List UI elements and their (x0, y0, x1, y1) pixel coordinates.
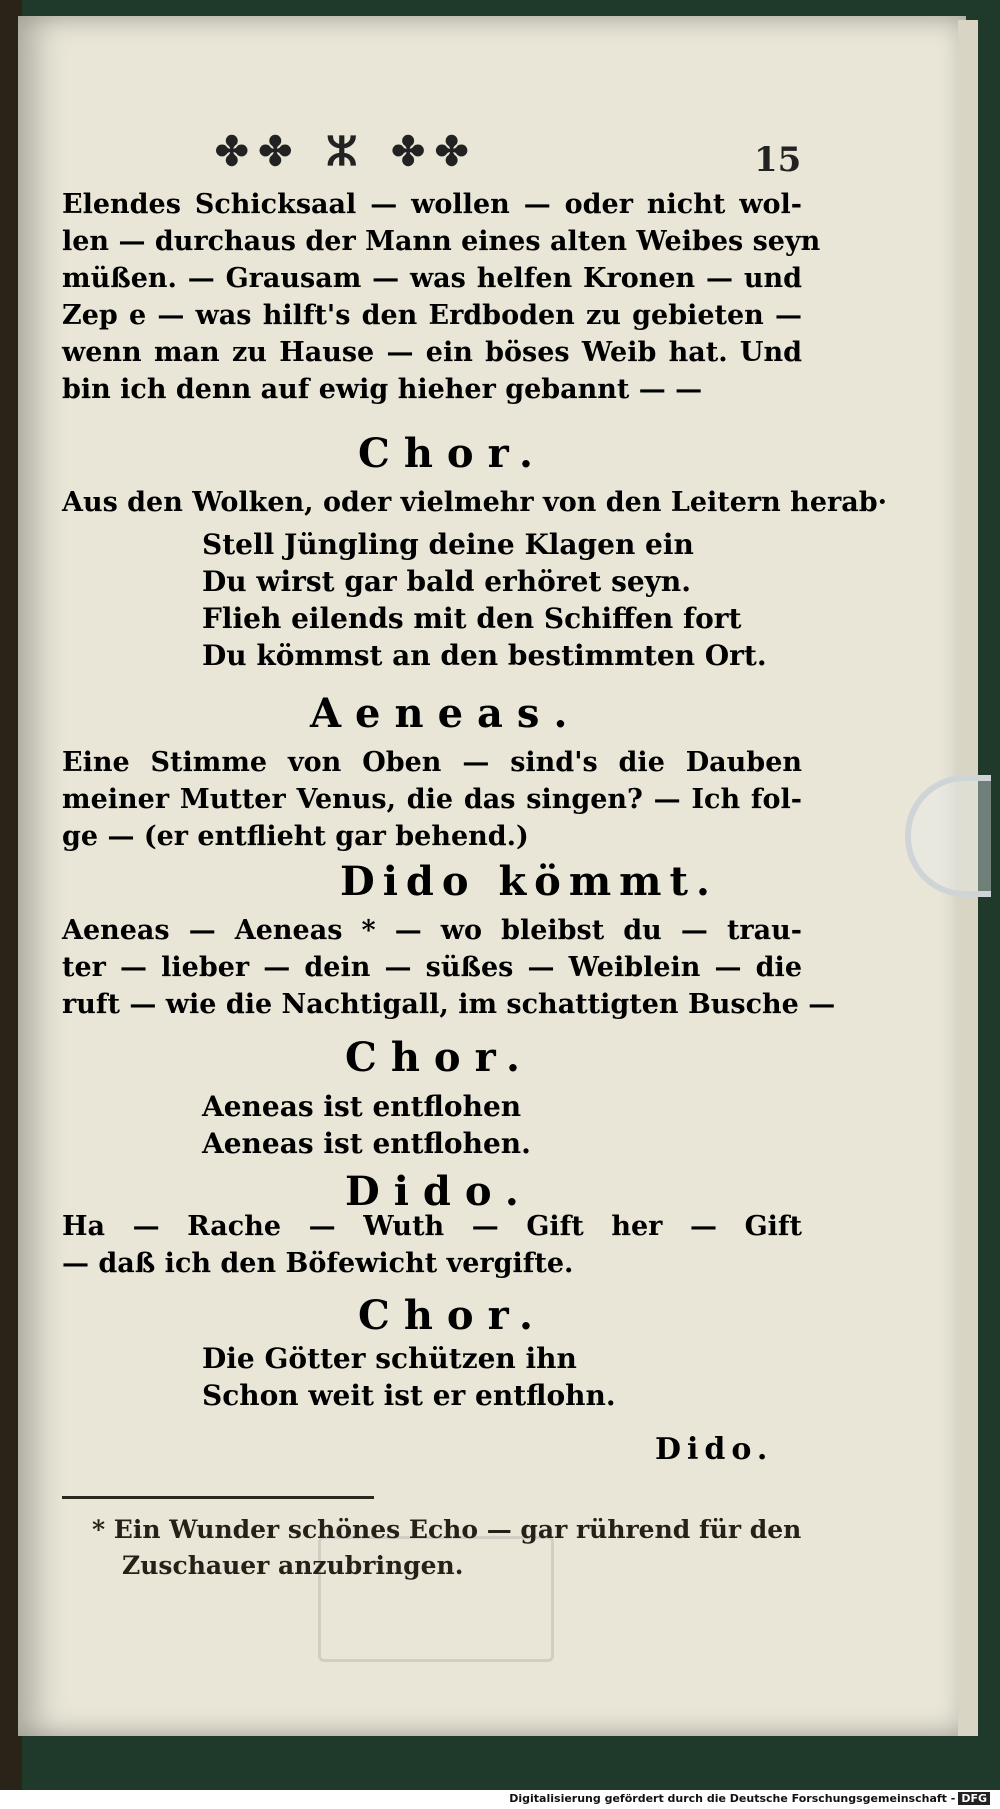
text-line: wenn man zu Hause — ein böses Weib hat. Und (62, 337, 802, 368)
footnote-line: * Ein Wunder schönes Echo — gar rührend für den (92, 1515, 802, 1544)
text-line: ter — lieber — dein — süßes — Weiblein — die (62, 952, 802, 983)
digitization-credit (509, 1792, 990, 1805)
speaker-heading: Chor. (358, 1292, 547, 1339)
credit-text: Digitalisierung gefördert durch die Deutsche Forschungsgemeinschaft - (509, 1792, 956, 1805)
text-line: Zep e — was hilft's den Erdboden zu gebieten — (62, 300, 802, 331)
footnote (92, 1512, 802, 1584)
dfg-logo: DFG (958, 1792, 990, 1805)
verse-line: Stell Jüngling deine Klagen ein (202, 528, 694, 561)
verse-2 (202, 1088, 531, 1162)
paragraph-3 (62, 744, 802, 855)
text-line: Eine Stimme von Oben — sind's die Dauben (62, 747, 802, 778)
verse-3 (202, 1340, 616, 1414)
text-line: Elendes Schicksaal — wollen — oder nicht wol- (62, 189, 802, 220)
text-line: ruft — wie die Nachtigall, im schattigten Busche — (62, 989, 836, 1020)
verse-line: Aeneas ist entflohen (202, 1090, 522, 1123)
speaker-heading: Aeneas. (310, 690, 582, 737)
footnote-line: Zuschauer anzubringen. (122, 1551, 464, 1580)
verse-line: Du wirst gar bald erhöret seyn. (202, 565, 692, 598)
verse-line: Du kömmst an den bestimmten Ort. (202, 639, 767, 672)
verse-line: Schon weit ist er entflohn. (202, 1379, 616, 1412)
page-ornament: ✤✤ ⵣ ✤✤ (215, 128, 479, 175)
text-line: meiner Mutter Venus, die das singen? — Ich fol- (62, 784, 802, 815)
verse-1 (202, 526, 767, 674)
speaker-heading: Dido. (345, 1168, 533, 1215)
page-number: 15 (754, 140, 802, 180)
speaker-heading: Chor. (345, 1034, 534, 1081)
text-line: müßen. — Grausam — was helfen Kronen — und (62, 263, 802, 294)
text-line: Aeneas — Aeneas * — wo bleibst du — trau- (62, 915, 802, 946)
paragraph-4 (62, 912, 836, 1023)
catchword: Dido. (655, 1432, 774, 1467)
text-line: Aus den Wolken, oder vielmehr von den Leitern herab· (62, 487, 887, 518)
stage-direction-heading: Dido kömmt. (340, 858, 718, 905)
text-line: bin ich denn auf ewig hieher gebannt — — (62, 374, 703, 405)
text-line: Ha — Rache — Wuth — Gift her — Gift (62, 1211, 802, 1242)
footnote-rule (62, 1496, 374, 1499)
text-line: len — durchaus der Mann eines alten Weibes seyn (62, 226, 821, 257)
text-line: ge — (er entflieht gar behend.) (62, 821, 529, 852)
text-line: — daß ich den Böfewicht vergifte. (62, 1248, 574, 1279)
verse-line: Die Götter schützen ihn (202, 1342, 577, 1375)
paragraph-5 (62, 1208, 802, 1282)
paragraph-1 (62, 186, 821, 408)
speaker-heading: Chor. (358, 430, 547, 477)
verse-line: Flieh eilends mit den Schiffen fort (202, 602, 742, 635)
verse-line: Aeneas ist entflohen. (202, 1127, 531, 1160)
paragraph-2 (62, 484, 887, 521)
